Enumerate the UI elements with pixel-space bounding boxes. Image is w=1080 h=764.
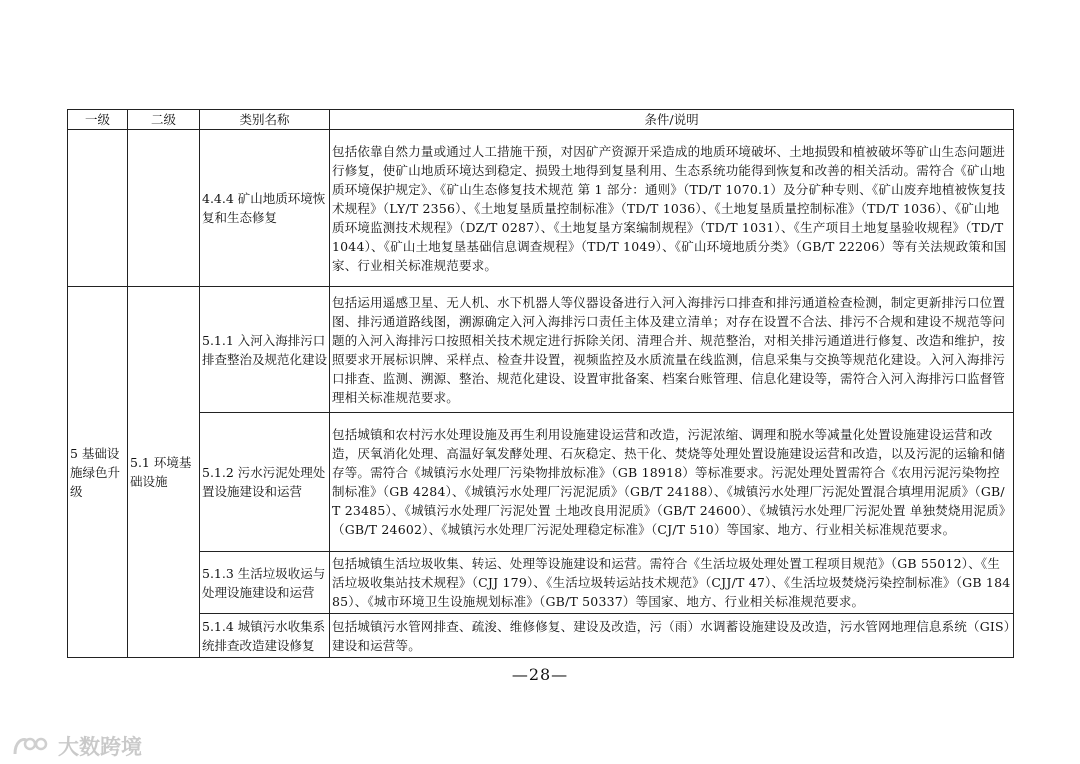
level1-cell-empty (68, 130, 128, 287)
page-number: —28— (511, 665, 569, 684)
category-name: 5.1.3 生活垃圾收运与处理设施建设和运营 (200, 552, 330, 614)
header-level2: 二级 (128, 110, 200, 130)
category-description: 包括运用遥感卫星、无人机、水下机器人等仪器设备进行入河入海排污口排查和排污通道检查检测，制定更新排污口位置图、排污通道路线图，溯源确定入河入海排污口责任主体及建立清单；对存在设置不合法、排污不合规和建设不规范等问题的入河入海排污口按照相关技术规定进行拆除关闭、清理合并、规范整治，对相关排污通道进行修复、改造和维护，按照要求开展标识牌、采样点、检查井设置，视频监控及水质流量在线监测，信息采集与交换等规范化建设。入河入海排污口排查、监测、溯源、整治、规范化建设、设置审批备案、档案台账管理、信息化建设等，需符合入河入海排污口监督管理相关标准规范要求。 (330, 287, 1014, 413)
header-category: 类别名称 (200, 110, 330, 130)
table-row (68, 552, 1014, 614)
level2-cell-empty (128, 130, 200, 287)
watermark-text: 大数跨境 (58, 735, 142, 759)
level1-cell: 5 基础设施绿色升级 (68, 287, 128, 658)
category-description: 包括依靠自然力量或通过人工措施干预，对因矿产资源开采造成的地质环境破坏、土地损毁和植被破坏等矿山生态问题进行修复，使矿山地质环境达到稳定、损毁土地得到复垦利用、生态系统功能得到恢复和改善的相关活动。需符合《矿山地质环境保护规定》、《矿山生态修复技术规范 第 1 部分：通则》（TD/T 1070.1）及分矿种专则、《矿山废弃地植被恢复技术规程》（LY/T 2356）、《土地复垦质量控制标准》（TD/T 1036）、《土地复垦质量控制标准》（TD/T 1036）、《矿山地质环境监测技术规程》（DZ/T 0287）、《土地复垦方案编制规程》（TD/T 1031）、《生产项目土地复垦验收规程》（TD/T 1044）、《矿山土地复垦基础信息调查规程》（TD/T 1049）、《矿山环境地质分类》（GB/T 22206）等有关法规政策和国家、行业相关标准规范要求。 (330, 130, 1014, 287)
table-row (68, 413, 1014, 552)
header-conditions: 条件/说明 (330, 110, 1014, 130)
category-name: 5.1.2 污水污泥处理处置设施建设和运营 (200, 413, 330, 552)
standards-table (67, 109, 1014, 658)
watermark-logo-icon (12, 734, 52, 758)
category-name: 4.4.4 矿山地质环境恢复和生态修复 (200, 130, 330, 287)
category-description: 包括城镇污水管网排查、疏浚、维修修复、建设及改造，污（雨）水调蓄设施建设及改造，污水管网地理信息系统（GIS）建设和运营等。 (330, 614, 1014, 658)
header-level1: 一级 (68, 110, 128, 130)
category-description: 包括城镇生活垃圾收集、转运、处理等设施建设和运营。需符合《生活垃圾处理处置工程项目规范》（GB 55012）、《生活垃圾收集站技术规程》（CJJ 179）、《生活垃圾转运站技术规范》（CJJ/T 47）、《生活垃圾焚烧污染控制标准》（GB 18485）、《城市环境卫生设施规划标准》（GB/T 50337）等国家、地方、行业相关标准规范要求。 (330, 552, 1014, 614)
table-header-row (68, 110, 1014, 130)
category-name: 5.1.4 城镇污水收集系统排查改造建设修复 (200, 614, 330, 658)
category-description: 包括城镇和农村污水处理设施及再生利用设施建设运营和改造，污泥浓缩、调理和脱水等减量化处置设施建设运营和改造，厌氧消化处理、高温好氧发酵处理、石灰稳定、热干化、焚烧等处理处置设施建设运营和改造，以及污泥的运输和储存等。需符合《城镇污水处理厂污染物排放标准》（GB 18918）等标准要求。污泥处理处置需符合《农用污泥污染物控制标准》（GB 4284）、《城镇污水处理厂污泥泥质》（GB/T 24188）、《城镇污水处理厂污泥处置混合填埋用泥质》（GB/T 23485）、《城镇污水处理厂污泥处置 土地改良用泥质》（GB/T 24600）、《城镇污水处理厂污泥处置 单独焚烧用泥质》（GB/T 24602）、《城镇污水处理厂污泥处理稳定标准》（CJ/T 510）等国家、地方、行业相关标准规范要求。 (330, 413, 1014, 552)
table-row (68, 614, 1014, 658)
category-name: 5.1.1 入河入海排污口排查整治及规范化建设 (200, 287, 330, 413)
level2-cell: 5.1 环境基础设施 (128, 287, 200, 658)
table-row (68, 130, 1014, 287)
table-row (68, 287, 1014, 413)
watermark (12, 731, 142, 761)
